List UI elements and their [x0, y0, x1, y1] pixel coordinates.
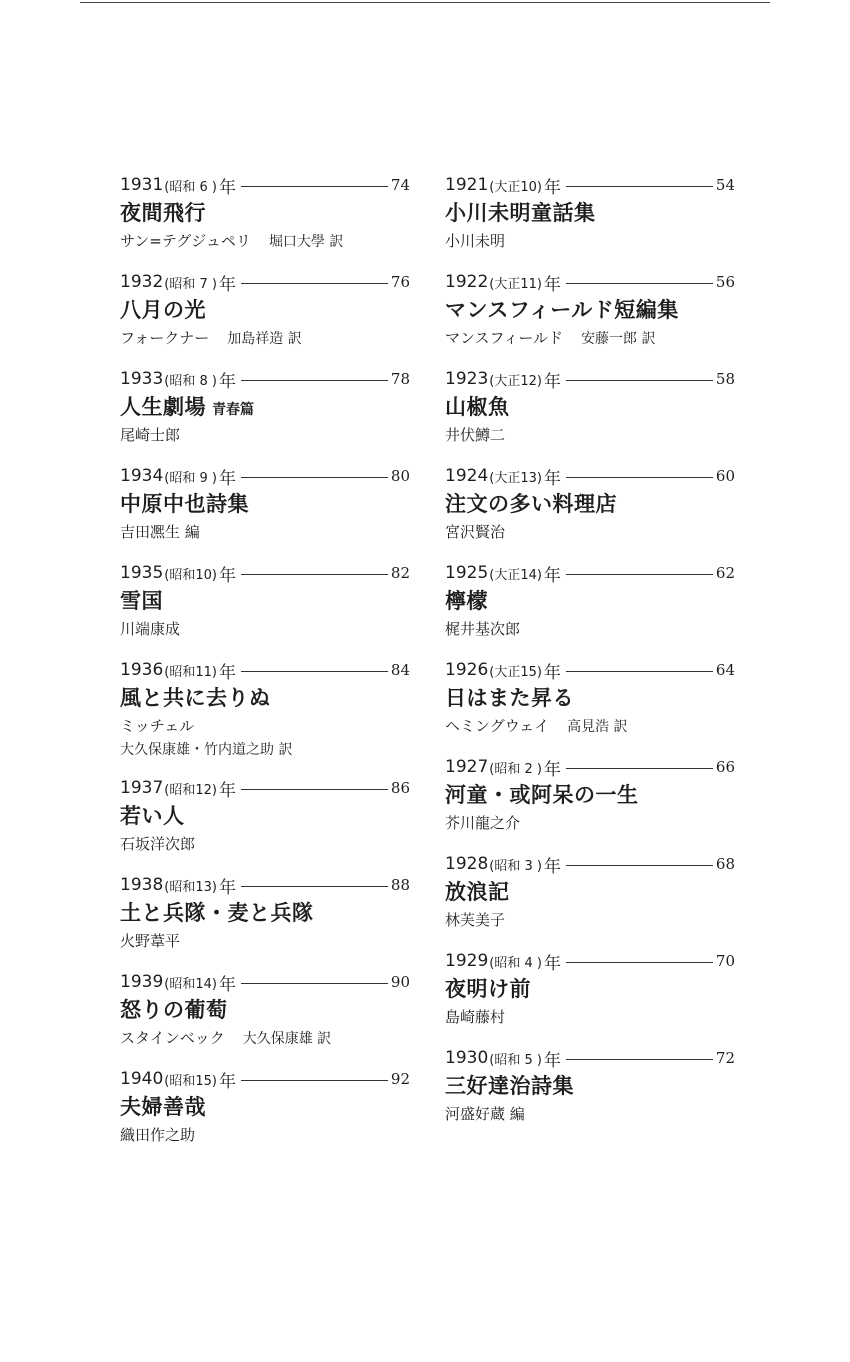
- toc-entry: [445, 754, 735, 851]
- era: (昭和14): [164, 976, 217, 992]
- toc-entry: [445, 463, 735, 560]
- toc-entry: [120, 775, 410, 872]
- year-suffix: 年: [543, 1050, 561, 1071]
- toc-entry: [120, 969, 410, 1066]
- author-line: [445, 325, 735, 351]
- title-text: 檸檬: [445, 588, 488, 613]
- author: 尾崎士郎: [120, 426, 181, 444]
- year-suffix: 年: [543, 662, 561, 683]
- book-title: [120, 898, 410, 928]
- year-suffix: 年: [218, 1071, 236, 1092]
- era: (昭和15): [164, 1073, 217, 1089]
- year-line: [120, 969, 410, 995]
- leader-line: [566, 477, 713, 478]
- author: 火野葦平: [120, 932, 181, 950]
- page-number: 58: [715, 370, 735, 388]
- year-suffix: 年: [543, 468, 561, 489]
- leader-line: [241, 186, 388, 187]
- title-text: 放浪記: [445, 879, 510, 904]
- era: (大正10): [489, 179, 542, 195]
- year: 1931: [120, 175, 164, 195]
- book-title: [120, 198, 410, 228]
- author-line: [120, 713, 410, 739]
- book-title: [120, 392, 410, 422]
- year: 1926: [445, 660, 489, 680]
- translator: 大久保康雄 訳: [242, 1031, 332, 1047]
- author-line: [120, 228, 410, 254]
- author-line: [120, 325, 410, 351]
- author-line: [120, 422, 410, 448]
- year: 1937: [120, 778, 164, 798]
- title-text: 夜明け前: [445, 976, 531, 1001]
- year: 1929: [445, 951, 489, 971]
- toc-entry: [120, 269, 410, 366]
- page-number: 88: [390, 876, 410, 894]
- title-text: 怒りの葡萄: [120, 997, 228, 1022]
- year: 1938: [120, 875, 164, 895]
- author-line: [445, 519, 735, 545]
- author: 井伏鱒二: [445, 426, 506, 444]
- translators: 大久保康雄・竹内道之助 訳: [120, 742, 293, 758]
- leader-line: [241, 283, 388, 284]
- title-text: 夫婦善哉: [120, 1094, 206, 1119]
- translator: 加島祥造 訳: [227, 331, 302, 347]
- year: 1939: [120, 972, 164, 992]
- book-title: [445, 392, 735, 422]
- page-number: 76: [390, 273, 410, 291]
- book-title: [445, 877, 735, 907]
- year-line: [120, 463, 410, 489]
- title-text: 河童・或阿呆の一生: [445, 782, 639, 807]
- year-line: [120, 657, 410, 683]
- author: スタインベック: [120, 1029, 225, 1047]
- author-line: [120, 928, 410, 954]
- page-number: 60: [715, 467, 735, 485]
- author: ヘミングウェイ: [445, 717, 550, 735]
- page-number: 86: [390, 779, 410, 797]
- year-suffix: 年: [218, 177, 236, 198]
- era: (昭和 4 ): [489, 955, 542, 971]
- year-suffix: 年: [543, 759, 561, 780]
- year-line: [445, 851, 735, 877]
- year: 1924: [445, 466, 489, 486]
- toc-entry: [445, 657, 735, 754]
- page-number: 92: [390, 1070, 410, 1088]
- title-text: 日はまた昇る: [445, 685, 574, 710]
- page-number: 70: [715, 952, 735, 970]
- leader-line: [566, 186, 713, 187]
- leader-line: [566, 283, 713, 284]
- leader-line: [241, 671, 388, 672]
- author-line: [120, 1122, 410, 1148]
- title-text: 夜間飛行: [120, 200, 206, 225]
- toc-column-right: [445, 172, 735, 1142]
- year-suffix: 年: [218, 780, 236, 801]
- author-line: [445, 713, 735, 739]
- era: (大正13): [489, 470, 542, 486]
- title-text: 雪国: [120, 588, 163, 613]
- book-title: [445, 780, 735, 810]
- author: 小川未明: [445, 232, 506, 250]
- author: 織田作之助: [120, 1126, 196, 1144]
- book-title: [120, 801, 410, 831]
- year: 1934: [120, 466, 164, 486]
- page-number: 54: [715, 176, 735, 194]
- era: (昭和12): [164, 782, 217, 798]
- page-number: 72: [715, 1049, 735, 1067]
- year: 1930: [445, 1048, 489, 1068]
- toc-entry: [120, 872, 410, 969]
- author-line: [120, 616, 410, 642]
- author: 吉田凞生 編: [120, 523, 200, 541]
- author-line: [445, 228, 735, 254]
- year-line: [120, 560, 410, 586]
- year: 1932: [120, 272, 164, 292]
- toc-entry: [120, 1066, 410, 1163]
- year-suffix: 年: [543, 856, 561, 877]
- book-title: [120, 683, 410, 713]
- title-text: 三好達治詩集: [445, 1073, 574, 1098]
- toc-entry: [120, 560, 410, 657]
- author: 梶井基次郎: [445, 620, 521, 638]
- author: 河盛好蔵 編: [445, 1105, 525, 1123]
- top-rule: [80, 2, 770, 3]
- translator: 高見浩 訳: [567, 719, 628, 735]
- toc-entry: [445, 1045, 735, 1142]
- title-text: 風と共に去りぬ: [120, 685, 271, 710]
- leader-line: [566, 962, 713, 963]
- year-suffix: 年: [218, 662, 236, 683]
- author: 林芙美子: [445, 911, 506, 929]
- page-number: 64: [715, 661, 735, 679]
- toc-entry: [120, 366, 410, 463]
- toc-entry: [445, 948, 735, 1045]
- page-number: 78: [390, 370, 410, 388]
- translator: 堀口大學 訳: [268, 234, 344, 250]
- year-suffix: 年: [218, 468, 236, 489]
- book-title: [120, 995, 410, 1025]
- era: (大正14): [489, 567, 542, 583]
- leader-line: [241, 574, 388, 575]
- year-line: [445, 657, 735, 683]
- leader-line: [566, 380, 713, 381]
- year-suffix: 年: [543, 274, 561, 295]
- page-number: 84: [390, 661, 410, 679]
- year-line: [445, 560, 735, 586]
- leader-line: [241, 380, 388, 381]
- leader-line: [241, 983, 388, 984]
- author-line: [445, 1004, 735, 1030]
- toc-entry: [445, 269, 735, 366]
- era: (昭和 7 ): [164, 276, 217, 292]
- year-suffix: 年: [218, 974, 236, 995]
- era: (昭和 8 ): [164, 373, 217, 389]
- author-line: [120, 831, 410, 857]
- year: 1936: [120, 660, 164, 680]
- author: 川端康成: [120, 620, 181, 638]
- author-line: [445, 616, 735, 642]
- title-text: 注文の多い料理店: [445, 491, 617, 516]
- leader-line: [566, 1059, 713, 1060]
- author-line: [445, 907, 735, 933]
- era: (大正15): [489, 664, 542, 680]
- book-title: [445, 974, 735, 1004]
- page-number: 66: [715, 758, 735, 776]
- book-title: [120, 1092, 410, 1122]
- year-suffix: 年: [543, 371, 561, 392]
- year-line: [445, 366, 735, 392]
- page-number: 56: [715, 273, 735, 291]
- author: 石坂洋次郎: [120, 835, 196, 853]
- author-line: [445, 422, 735, 448]
- translator: 安藤一郎 訳: [581, 331, 656, 347]
- author: 宮沢賢治: [445, 523, 506, 541]
- author-line: [445, 1101, 735, 1127]
- year-line: [120, 366, 410, 392]
- author-line: [120, 1025, 410, 1051]
- year-line: [445, 948, 735, 974]
- title-text: 若い人: [120, 803, 185, 828]
- page-number: 62: [715, 564, 735, 582]
- author: サン=テグジュペリ: [120, 232, 251, 250]
- author-line: [120, 519, 410, 545]
- year-line: [445, 463, 735, 489]
- author: マンスフィールド: [445, 329, 564, 347]
- book-title: [445, 198, 735, 228]
- toc-entry: [445, 172, 735, 269]
- page-number: 80: [390, 467, 410, 485]
- book-title: [445, 295, 735, 325]
- year-suffix: 年: [218, 565, 236, 586]
- year-line: [120, 172, 410, 198]
- author: 芥川龍之介: [445, 814, 521, 832]
- author: フォークナー: [120, 329, 210, 347]
- leader-line: [241, 477, 388, 478]
- book-title: [120, 586, 410, 616]
- title-text: 山椒魚: [445, 394, 510, 419]
- year: 1933: [120, 369, 164, 389]
- year-suffix: 年: [218, 274, 236, 295]
- toc-column-left: [120, 172, 410, 1163]
- year: 1921: [445, 175, 489, 195]
- year-suffix: 年: [543, 953, 561, 974]
- toc-entry: [445, 851, 735, 948]
- leader-line: [566, 865, 713, 866]
- year-suffix: 年: [218, 877, 236, 898]
- era: (昭和10): [164, 567, 217, 583]
- leader-line: [241, 789, 388, 790]
- leader-line: [566, 768, 713, 769]
- year: 1927: [445, 757, 489, 777]
- year: 1928: [445, 854, 489, 874]
- year-suffix: 年: [218, 371, 236, 392]
- year-line: [445, 1045, 735, 1071]
- era: (大正12): [489, 373, 542, 389]
- era: (昭和 9 ): [164, 470, 217, 486]
- year: 1935: [120, 563, 164, 583]
- subtitle: 青春篇: [212, 402, 254, 418]
- book-title: [445, 489, 735, 519]
- page-number: 90: [390, 973, 410, 991]
- author-line: [445, 810, 735, 836]
- title-text: 八月の光: [120, 297, 206, 322]
- era: (昭和 5 ): [489, 1052, 542, 1068]
- title-text: 中原中也詩集: [120, 491, 249, 516]
- year-suffix: 年: [543, 177, 561, 198]
- era: (昭和 6 ): [164, 179, 217, 195]
- year-line: [445, 754, 735, 780]
- leader-line: [566, 574, 713, 575]
- year-line: [120, 872, 410, 898]
- era: (昭和 2 ): [489, 761, 542, 777]
- page-number: 82: [390, 564, 410, 582]
- title-text: 小川未明童話集: [445, 200, 596, 225]
- leader-line: [241, 886, 388, 887]
- book-title: [120, 295, 410, 325]
- year-line: [445, 269, 735, 295]
- year-line: [120, 1066, 410, 1092]
- title-text: 土と兵隊・麦と兵隊: [120, 900, 314, 925]
- book-title: [445, 1071, 735, 1101]
- book-title: [120, 489, 410, 519]
- era: (昭和11): [164, 664, 217, 680]
- year: 1923: [445, 369, 489, 389]
- toc-entry: [445, 366, 735, 463]
- author: 島崎藤村: [445, 1008, 506, 1026]
- era: (大正11): [489, 276, 542, 292]
- author: ミッチェル: [120, 717, 195, 735]
- page-number: 74: [390, 176, 410, 194]
- year-line: [120, 775, 410, 801]
- year-line: [445, 172, 735, 198]
- title-text: マンスフィールド短編集: [445, 297, 679, 322]
- toc-entry: [120, 657, 410, 775]
- toc-entry: [120, 172, 410, 269]
- book-title: [445, 586, 735, 616]
- title-text: 人生劇場: [120, 394, 206, 419]
- year-line: [120, 269, 410, 295]
- era: (昭和 3 ): [489, 858, 542, 874]
- year-suffix: 年: [543, 565, 561, 586]
- leader-line: [241, 1080, 388, 1081]
- toc-entry: [445, 560, 735, 657]
- page-number: 68: [715, 855, 735, 873]
- book-title: [445, 683, 735, 713]
- era: (昭和13): [164, 879, 217, 895]
- toc-entry: [120, 463, 410, 560]
- year: 1922: [445, 272, 489, 292]
- year: 1940: [120, 1069, 164, 1089]
- leader-line: [566, 671, 713, 672]
- year: 1925: [445, 563, 489, 583]
